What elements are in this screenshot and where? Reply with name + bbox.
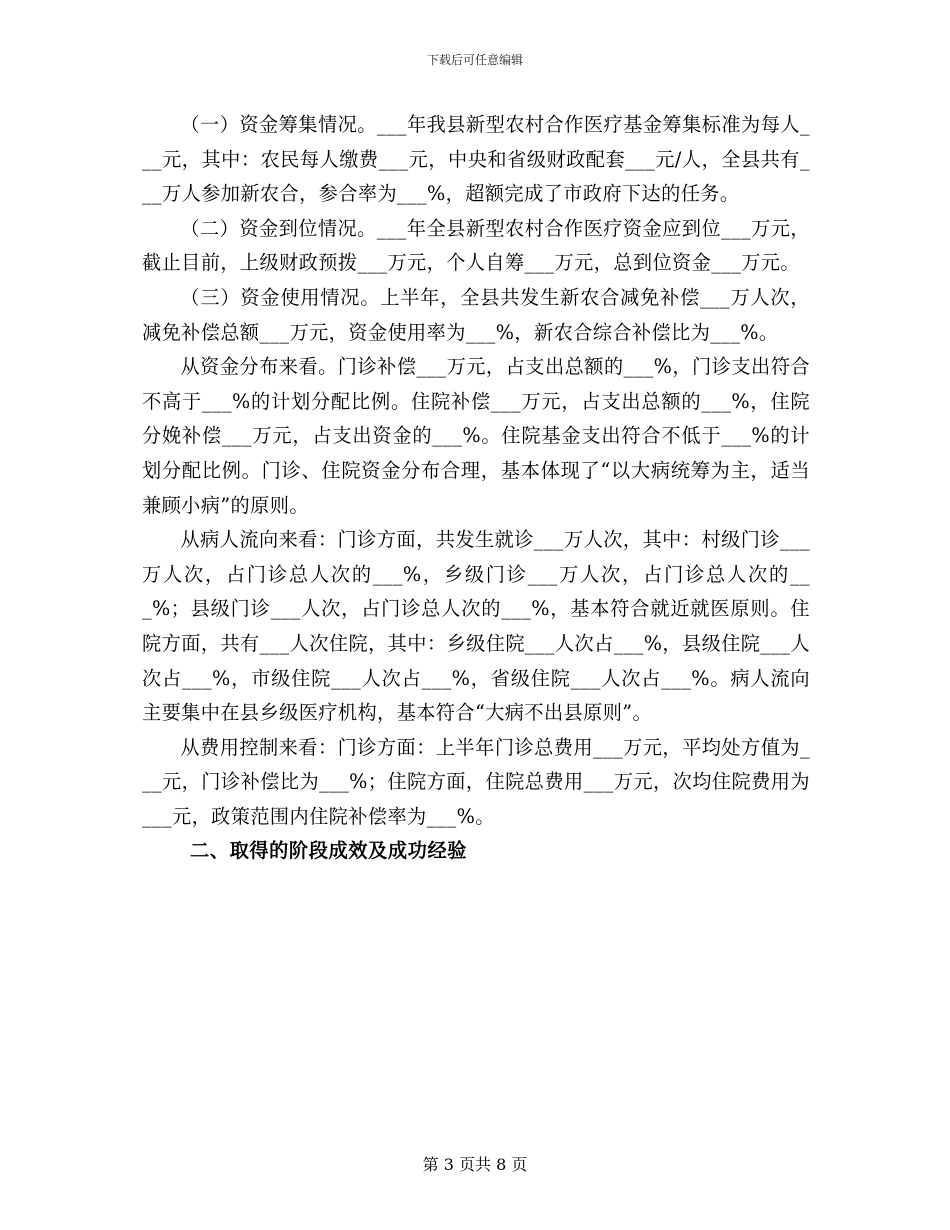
paragraph-cost-control: 从费用控制来看：门诊方面：上半年门诊总费用___万元，平均处方值为___元，门诊补偿比为___%；住院方面，住院总费用___万元，次均住院费用为___元，政策范围内住院补偿率为___%。 bbox=[142, 735, 810, 828]
page-header: 下载后可任意编辑 bbox=[426, 53, 523, 67]
section-heading: 二、取得的阶段成效及成功经验 bbox=[190, 839, 468, 863]
paragraph-fund-raising: （一）资金筹集情况。___年我县新型农村合作医疗基金筹集标准为每人___元，其中：农民每人缴费___元，中央和省级财政配套___元/人，全县共有___万人参加新农合，参合率为___%，超额完成了市政府下达的任务。 bbox=[142, 113, 810, 206]
paragraph-fund-arrival: （二）资金到位情况。___年全县新型农村合作医疗资金应到位___万元，截止目前，上级财政预拨___万元，个人自筹___万元，总到位资金___万元。 bbox=[142, 216, 810, 275]
page-footer: 第 3 页共 8 页 bbox=[422, 1155, 528, 1174]
paragraph-fund-usage: （三）资金使用情况。上半年，全县共发生新农合减免补偿___万人次，减免补偿总额___万元，资金使用率为___%，新农合综合补偿比为___%。 bbox=[142, 285, 810, 344]
paragraph-fund-distribution: 从资金分布来看。门诊补偿___万元，占支出总额的___%，门诊支出符合不高于___%的计划分配比例。住院补偿___万元，占支出总额的___%，住院分娩补偿___万元，占支出资金的___%。住院基金支出符合不低于___%的计划分配比例。门诊、住院资金分布合理，基本体现了“以大病统筹为主，适当兼顾小病”的原则。 bbox=[142, 355, 810, 517]
document-body bbox=[142, 108, 810, 869]
paragraph-patient-flow: 从病人流向来看：门诊方面，共发生就诊___万人次，其中：村级门诊___万人次，占门诊总人次的___%，乡级门诊___万人次，占门诊总人次的___%；县级门诊___人次，占门诊总人次的___%，基本符合就近就医原则。住院方面，共有___人次住院，其中：乡级住院___人次占___%，县级住院___人次占___%，市级住院___人次占___%，省级住院___人次占___%。病人流向主要集中在县乡级医疗机构，基本符合“大病不出县原则”。 bbox=[142, 528, 810, 725]
